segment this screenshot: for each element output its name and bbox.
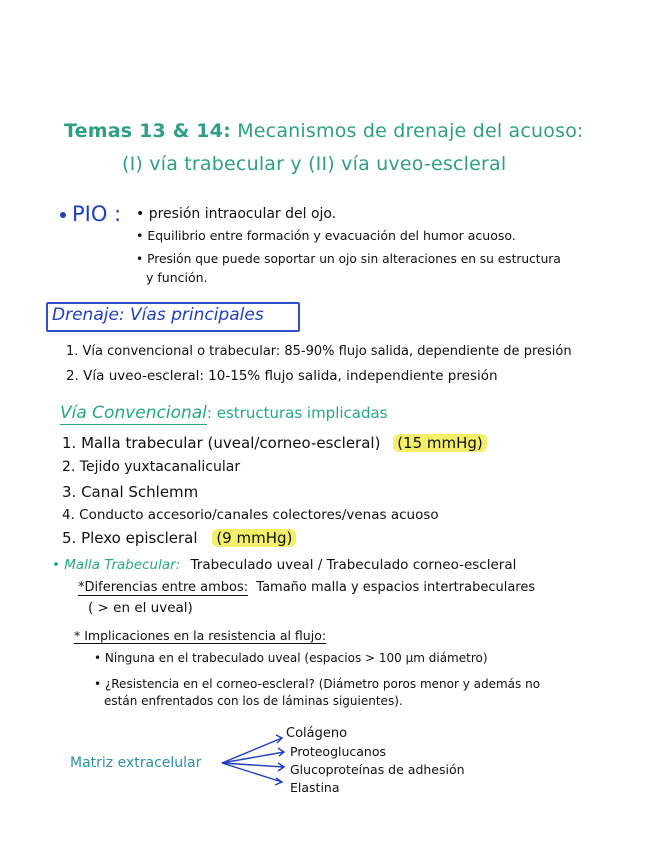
implicacion-item: están enfrentados con los de láminas siguientes). xyxy=(104,694,403,708)
convencional-subtitle: : estructuras implicadas xyxy=(206,404,388,422)
list-item xyxy=(62,434,487,452)
pio-item: • presión intraocular del ojo. xyxy=(136,206,337,222)
list-item: 3. Canal Schlemm xyxy=(62,483,199,501)
matriz-item: Proteoglucanos xyxy=(290,744,387,759)
matriz-item: Colágeno xyxy=(286,726,348,741)
arrow-colageno xyxy=(222,738,282,763)
diferencias-label: *Diferencias entre ambos: xyxy=(78,580,249,595)
matriz-label: Matriz extracelular xyxy=(70,755,202,771)
implicacion-item: • Ninguna en el trabeculado uveal (espacios > 100 μm diámetro) xyxy=(94,651,488,665)
arrow-proteoglucanos xyxy=(222,752,284,763)
pressure-highlight: (15 mmHg) xyxy=(393,434,487,452)
title-topic: Temas 13 & 14: xyxy=(64,120,231,142)
pio-item: • Equilibrio entre formación y evacuación del humor acuoso. xyxy=(136,228,516,243)
pio-item: y función. xyxy=(146,270,208,285)
drenaje-heading: Drenaje: Vías principales xyxy=(52,305,264,325)
convencional-title: Vía Convencional xyxy=(60,403,207,423)
implicacion-item: • ¿Resistencia en el corneo-escleral? (Diámetro poros menor y además no xyxy=(94,677,541,691)
list-item xyxy=(62,529,296,547)
title-line1: Mecanismos de drenaje del acuoso: xyxy=(230,120,584,142)
implicaciones-label: * Implicaciones en la resistencia al flujo: xyxy=(74,628,327,643)
convencional-heading xyxy=(60,403,388,423)
malla-label: • Malla Trabecular: xyxy=(52,557,181,573)
matriz-item: Elastina xyxy=(290,780,340,795)
pio-label xyxy=(60,202,121,226)
drenaje-item: 1. Vía convencional o trabecular: 85-90% flujo salida, dependiente de presión xyxy=(66,344,572,359)
drenaje-item: 2. Vía uveo-escleral: 10-15% flujo salida, independiente presión xyxy=(66,368,498,384)
structure-text: 5. Plexo episcleral xyxy=(62,529,198,547)
structure-text: 1. Malla trabecular (uveal/corneo-escleral) xyxy=(62,434,381,452)
list-item: 4. Conducto accesorio/canales colectores/venas acuoso xyxy=(62,507,439,523)
pressure-highlight: (9 mmHg) xyxy=(212,529,296,547)
diferencias-line2: ( > en el uveal) xyxy=(88,600,193,616)
diferencias-text: Tamaño malla y espacios intertrabeculares xyxy=(256,580,536,595)
list-item: 2. Tejido yuxtacanalicular xyxy=(62,459,241,475)
bullet-icon xyxy=(60,212,66,218)
diferencias-row xyxy=(78,580,535,595)
page-title xyxy=(64,120,584,142)
malla-row xyxy=(52,557,516,573)
page-subtitle: (I) vía trabecular y (II) vía uveo-escleral xyxy=(122,153,507,175)
matriz-item: Glucoproteínas de adhesión xyxy=(290,762,465,777)
pio-item: • Presión que puede soportar un ojo sin alteraciones en su estructura xyxy=(136,252,561,266)
malla-desc: Trabeculado uveal / Trabeculado corneo-escleral xyxy=(190,557,517,573)
pio-label-text: PIO : xyxy=(72,202,122,226)
